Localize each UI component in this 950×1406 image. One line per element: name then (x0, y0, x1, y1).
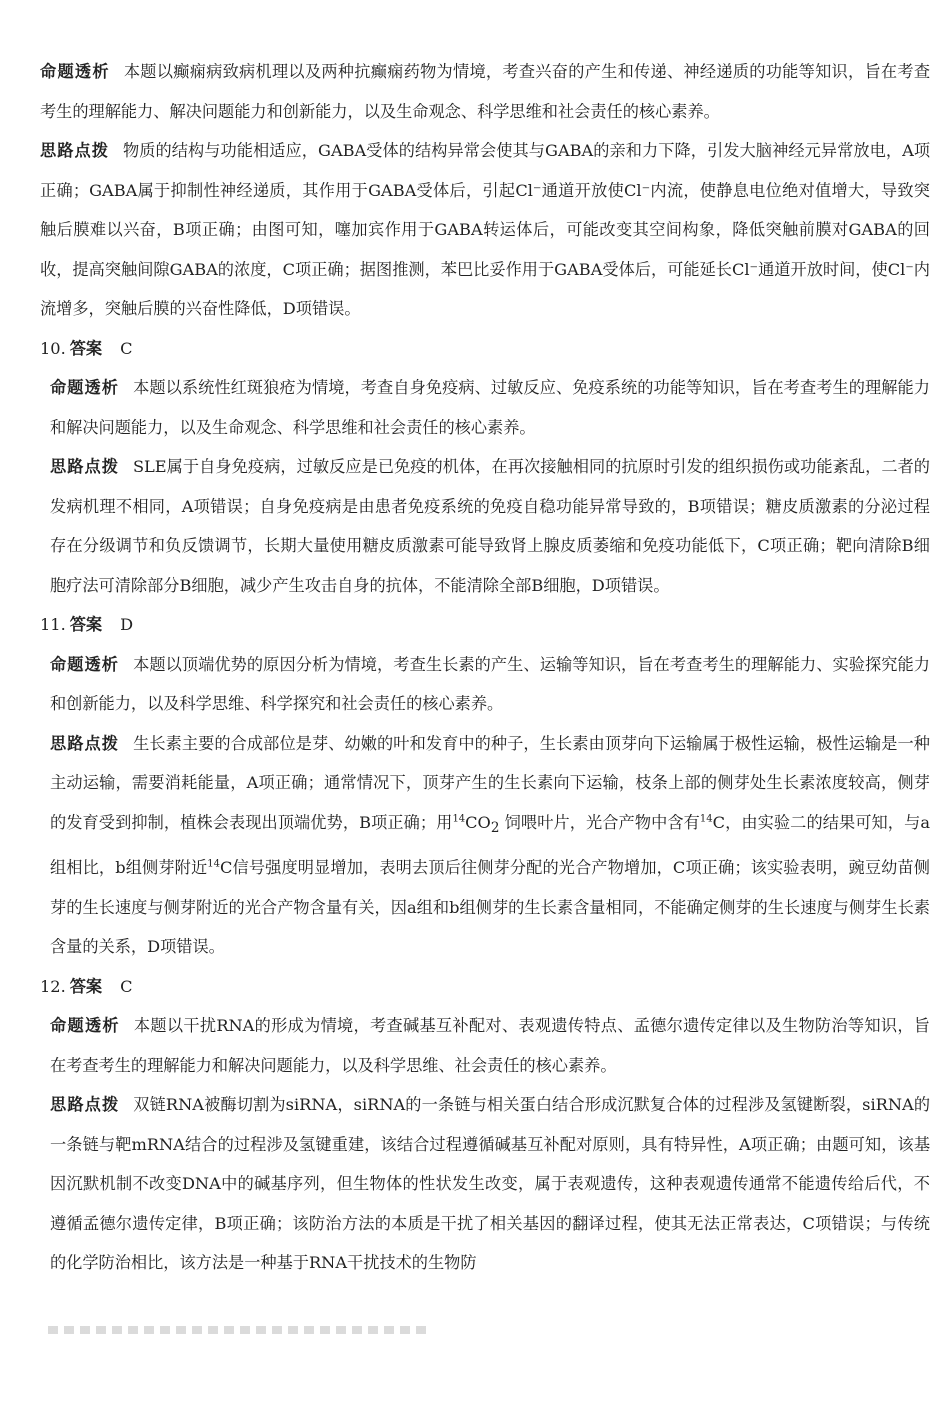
q9-analysis (40, 52, 930, 131)
q10-number: 10. (40, 338, 66, 358)
q12-number: 12. (40, 976, 66, 996)
hint-label: 思路点拨 (50, 733, 120, 753)
answer-page (40, 52, 930, 1283)
q11-answer-line (40, 605, 930, 645)
q12-answer: C (120, 976, 133, 996)
q10-answer: C (120, 338, 133, 358)
cropped-text-line (48, 1326, 428, 1334)
q9-analysis-text: 本题以癫痫病致病机理以及两种抗癫痫药物为情境，考查兴奋的产生和传递、神经递质的功能等知识，旨在考查考生的理解能力、解决问题能力和创新能力，以及生命观念、科学思维和社会责任的核心素养。 (40, 62, 931, 121)
answer-label: 答案 (69, 976, 103, 996)
hint-label: 思路点拨 (40, 141, 110, 160)
q9-hint-text: 物质的结构与功能相适应，GABA受体的结构异常会使其与GABA的亲和力下降，引发大脑神经元异常放电，A项正确；GABA属于抑制性神经递质，其作用于GABA受体后，引起Cl⁻通道开放使Cl⁻内流，使静息电位绝对值增大，导致突触后膜难以兴奋，B项正确；由图可知，噻加宾作用于GABA转运体后，可能改变其空间构象，降低突触前膜对GABA的回收，提高突触间隙GABA的浓度，C项正确；据图推测，苯巴比妥作用于GABA受体后，可能延长Cl⁻通道开放时间，使Cl⁻内流增多，突触后膜的兴奋性降低，D项错误。 (40, 141, 931, 318)
isotope-14-superscript: 14 (452, 813, 466, 825)
answer-label: 答案 (69, 615, 103, 634)
q11-analysis-text: 本题以顶端优势的原因分析为情境，考查生长素的产生、运输等知识，旨在考查考生的理解能力、实验探究能力和创新能力，以及科学思维、科学探究和社会责任的核心素养。 (50, 654, 930, 713)
q10-answer-line (40, 329, 930, 369)
q10-body (40, 368, 930, 605)
q11-body (40, 645, 930, 967)
q9-hint (40, 131, 930, 329)
analysis-label: 命题透析 (40, 62, 110, 81)
q10-block (40, 329, 930, 606)
answer-label: 答案 (69, 338, 103, 358)
q12-analysis (50, 1006, 930, 1085)
q11-number: 11. (40, 615, 66, 634)
hint-label: 思路点拨 (50, 1095, 120, 1115)
q11-hint-text-b: 饲喂叶片，光合产物中含有 (499, 812, 700, 832)
q10-analysis (50, 368, 930, 447)
q12-hint-text: 双链RNA被酶切割为siRNA，siRNA的一条链与相关蛋白结合形成沉默复合体的过程涉及氢键断裂，siRNA的一条链与靶mRNA结合的过程涉及氢键重建，该结合过程遵循碱基互补配对原则，具有特异性，A项正确；由题可知，该基因沉默机制不改变DNA中的碱基序列，但生物体的性状发生改变，属于表观遗传，这种表观遗传通常不能遗传给后代，不遵循孟德尔遗传定律，B项正确；该防治方法的本质是干扰了相关基因的翻译过程，使其无法正常表达，C项错误；与传统的化学防治相比，该方法是一种基于RNA干扰技术的生物防 (50, 1095, 931, 1273)
q9-block (40, 52, 930, 329)
q12-answer-line (40, 967, 930, 1007)
q11-hint-text-d: C信号强度明显增加，表明去顶后往侧芽分配的光合产物增加，C项正确；该实验表明，豌豆幼苗侧芽的生长速度与侧芽附近的光合产物含量有关，因a组和b组侧芽的生长素含量相同，不能确定侧芽的生长速度与侧芽生长素含量的关系，D项错误。 (50, 858, 930, 957)
q12-body (40, 1006, 930, 1283)
q10-hint (50, 447, 930, 605)
q12-hint (50, 1085, 930, 1283)
analysis-label: 命题透析 (50, 654, 120, 674)
analysis-label: 命题透析 (50, 1016, 120, 1036)
q11-hint (50, 724, 930, 967)
isotope-14-superscript: 14 (699, 813, 713, 825)
q10-hint-text: SLE属于自身免疫病，过敏反应是已免疫的机体，在再次接触相同的抗原时引发的组织损伤或功能紊乱，二者的发病机理不相同，A项错误；自身免疫病是由患者免疫系统的免疫自稳功能异常导致的，B项错误；糖皮质激素的分泌过程存在分级调节和负反馈调节，长期大量使用糖皮质激素可能导致肾上腺皮质萎缩和免疫功能低下，C项正确；靶向清除B细胞疗法可清除部分B细胞，减少产生攻击自身的抗体，不能清除全部B细胞，D项错误。 (50, 457, 930, 595)
hint-label: 思路点拨 (50, 457, 119, 476)
q11-hint-text-a: 生长素主要的合成部位是芽、幼嫩的叶和发育中的种子，生长素由顶芽向下运输属于极性运输，极性运输是一种主动运输，需要消耗能量，A项正确；通常情况下，顶芽产生的生长素向下运输，枝条上部的侧芽处生长素浓度较高，侧芽的发育受到抑制，植株会表现出顶端优势，B项正确；用 (50, 733, 930, 832)
co2-subscript: 2 (490, 819, 500, 836)
q12-analysis-text: 本题以干扰RNA的形成为情境，考查碱基互补配对、表观遗传特点、孟德尔遗传定律以及生物防治等知识，旨在考查考生的理解能力和解决问题能力，以及科学思维、社会责任的核心素养。 (50, 1016, 930, 1075)
q10-analysis-text: 本题以系统性红斑狼疮为情境，考查自身免疫病、过敏反应、免疫系统的功能等知识，旨在考查考生的理解能力和解决问题能力，以及生命观念、科学思维和社会责任的核心素养。 (50, 378, 930, 437)
q11-hint-text-c: C，由实验二的结果可知，与a组相比，b组侧芽附近 (50, 812, 930, 878)
isotope-14-superscript: 14 (207, 858, 221, 870)
q11-analysis (50, 645, 930, 724)
analysis-label: 命题透析 (50, 378, 120, 397)
co2-formula: CO (465, 812, 491, 832)
q11-answer: D (120, 615, 134, 634)
q12-block (40, 967, 930, 1283)
q11-block (40, 605, 930, 967)
